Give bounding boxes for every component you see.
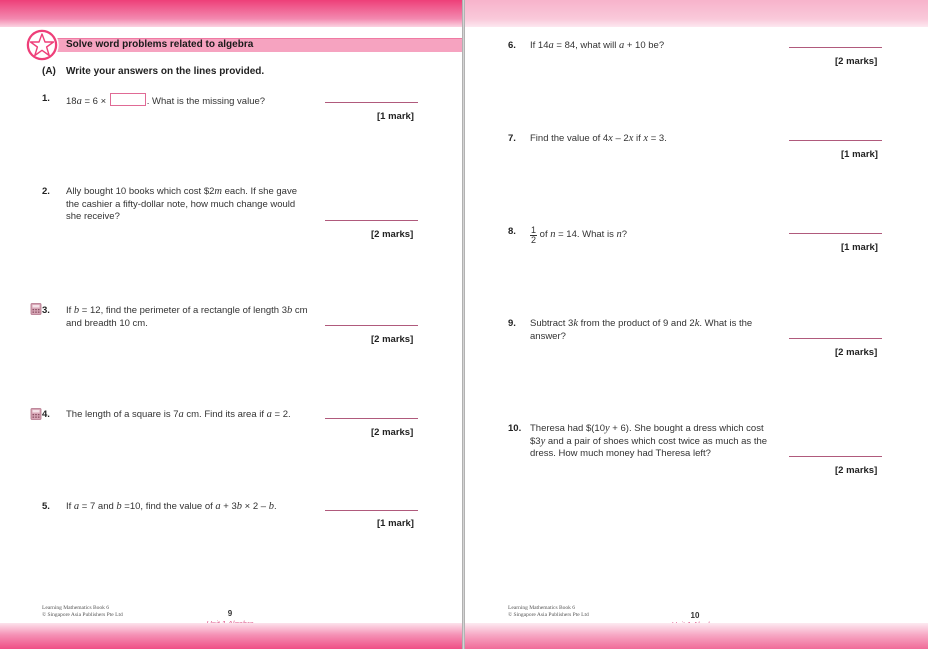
question-number: 7. xyxy=(508,133,516,144)
left-page xyxy=(0,0,462,649)
marks-label: [2 marks] xyxy=(371,229,414,240)
footer-book: Learning Mathematics Book 6 © Singapore Asia Publishers Pte Ltd xyxy=(508,605,589,618)
page-title: Solve word problems related to algebra xyxy=(66,39,254,50)
footer-book: Learning Mathematics Book 6 © Singapore Asia Publishers Pte Ltd xyxy=(42,605,123,618)
question-number: 9. xyxy=(508,318,516,329)
answer-line-1[interactable] xyxy=(325,102,418,103)
question-text: 18a = 6 × . What is the missing value? xyxy=(66,93,265,109)
marks-label: [2 marks] xyxy=(371,427,414,438)
question-text: Ally bought 10 books which cost $2m each. If she gave the cashier a fifty-dollar note, how much change would she receive? xyxy=(66,186,297,222)
calculator-icon xyxy=(30,408,42,420)
answer-line-6[interactable] xyxy=(789,47,882,48)
marks-label: [1 mark] xyxy=(841,149,878,160)
answer-line-2[interactable] xyxy=(325,220,418,221)
question-text: If b = 12, find the perimeter of a rectangle of length 3b cm and breadth 10 cm. xyxy=(66,305,308,329)
top-band xyxy=(465,0,928,27)
bottom-band xyxy=(465,623,928,649)
question-number: 2. xyxy=(42,186,50,197)
bottom-band xyxy=(0,623,462,649)
question-text: Theresa had $(10y + 6). She bought a dress which cost $3y and a pair of shoes which cost twice as much as the dress. How much money had Theresa left? xyxy=(530,423,768,459)
marks-label: [2 marks] xyxy=(371,334,414,345)
question-text: If 14a = 84, what will a + 10 be? xyxy=(530,40,665,51)
question-number: 1. xyxy=(42,93,50,104)
fraction: $\frac{1}{2}$ xyxy=(531,225,537,245)
marks-label: [1 mark] xyxy=(841,242,878,253)
answer-line-8[interactable] xyxy=(789,233,882,234)
missing-value-box[interactable] xyxy=(110,93,146,106)
marks-label: [1 mark] xyxy=(377,111,414,122)
answer-line-10[interactable] xyxy=(789,456,882,457)
answer-line-4[interactable] xyxy=(325,418,418,419)
answer-line-5[interactable] xyxy=(325,510,418,511)
section-heading xyxy=(42,66,264,77)
right-page xyxy=(465,0,928,649)
star-icon xyxy=(24,27,60,63)
question-text: Find the value of 4x – 2x if x = 3. xyxy=(530,133,667,144)
question-text: The length of a square is 7a cm. Find its area if a = 2. xyxy=(66,409,291,420)
calculator-icon xyxy=(30,303,42,315)
page-number: 9 xyxy=(227,609,233,618)
answer-line-9[interactable] xyxy=(789,338,882,339)
marks-label: [2 marks] xyxy=(835,465,878,476)
answer-line-3[interactable] xyxy=(325,325,418,326)
answer-line-7[interactable] xyxy=(789,140,882,141)
question-text: $\frac{1}{2}$ of n = 14. What is n? xyxy=(531,225,628,245)
question-number: 6. xyxy=(508,40,516,51)
section-label: (A) xyxy=(42,66,56,77)
question-number: 10. xyxy=(508,423,522,434)
marks-label: [2 marks] xyxy=(835,56,878,67)
marks-label: [2 marks] xyxy=(835,347,878,358)
question-number: 5. xyxy=(42,501,50,512)
page-number: 10 xyxy=(690,611,700,620)
question-text: If a = 7 and b =10, find the value of a + 3b × 2 – b. xyxy=(66,501,277,512)
top-band xyxy=(0,0,462,27)
section-instruction: Write your answers on the lines provided. xyxy=(66,66,265,77)
marks-label: [1 mark] xyxy=(377,518,414,529)
question-number: 8. xyxy=(508,226,516,237)
question-text: Subtract 3k from the product of 9 and 2k. What is the answer? xyxy=(530,318,753,342)
question-number: 3. xyxy=(42,305,50,316)
question-number: 4. xyxy=(42,409,50,420)
